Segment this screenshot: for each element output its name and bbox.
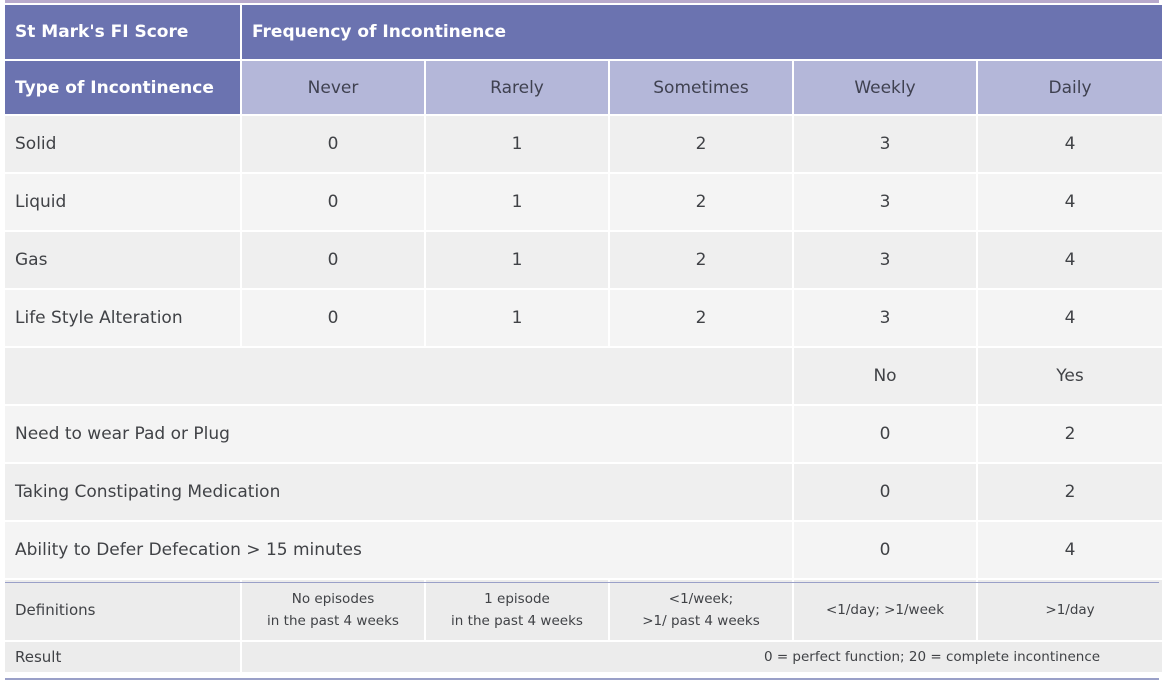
table-row [5, 522, 1162, 578]
definitions-divider [5, 582, 1159, 583]
score-cell: 0 [242, 174, 424, 230]
definition-sometimes [610, 580, 792, 640]
col-yes: Yes [978, 348, 1162, 404]
score-cell: 3 [794, 232, 976, 288]
fi-score-table [3, 3, 1162, 674]
table-row [5, 464, 1162, 520]
definition-line: in the past 4 weeks [451, 613, 583, 629]
score-cell: 2 [978, 406, 1162, 462]
score-cell: 4 [978, 522, 1162, 578]
score-cell: 4 [978, 232, 1162, 288]
table-subtitle: Frequency of Incontinence [242, 5, 1162, 59]
row-label: Liquid [5, 174, 240, 230]
col-no: No [794, 348, 976, 404]
score-cell: 3 [794, 116, 976, 172]
score-cell: 0 [794, 406, 976, 462]
definition-weekly: <1/day; >1/week [794, 580, 976, 640]
row-label: Ability to Defer Defecation > 15 minutes [5, 522, 792, 578]
score-cell: 4 [978, 174, 1162, 230]
col-weekly: Weekly [794, 61, 976, 114]
score-cell: 3 [794, 290, 976, 346]
table-row [5, 232, 1162, 288]
result-text: 0 = perfect function; 20 = complete incontinence [242, 642, 1162, 672]
score-cell: 2 [978, 464, 1162, 520]
row-label: Need to wear Pad or Plug [5, 406, 792, 462]
definition-daily: >1/day [978, 580, 1162, 640]
score-cell: 2 [610, 232, 792, 288]
definition-never [242, 580, 424, 640]
definition-line: No episodes [291, 591, 375, 607]
result-label: Result [5, 642, 240, 672]
result-row [5, 642, 1162, 672]
frequency-header-row [5, 61, 1162, 114]
score-cell: 2 [610, 174, 792, 230]
definition-line: in the past 4 weeks [267, 613, 399, 629]
table-row [5, 290, 1162, 346]
row-label: Taking Constipating Medication [5, 464, 792, 520]
definition-line: <1/week; [668, 591, 734, 607]
bottom-border [5, 678, 1159, 680]
col-daily: Daily [978, 61, 1162, 114]
table-row [5, 406, 1162, 462]
definition-line: 1 episode [484, 591, 550, 607]
col-never: Never [242, 61, 424, 114]
col-rarely: Rarely [426, 61, 608, 114]
blank-cell [5, 348, 792, 404]
score-cell: 0 [794, 464, 976, 520]
score-cell: 0 [242, 232, 424, 288]
definition-rarely [426, 580, 608, 640]
score-cell: 4 [978, 116, 1162, 172]
type-of-incontinence-label: Type of Incontinence [5, 61, 240, 114]
definition-line: >1/ past 4 weeks [642, 613, 760, 629]
score-cell: 1 [426, 232, 608, 288]
row-label: Solid [5, 116, 240, 172]
score-cell: 4 [978, 290, 1162, 346]
score-cell: 0 [242, 116, 424, 172]
score-cell: 3 [794, 174, 976, 230]
definitions-row [5, 580, 1162, 640]
definitions-label: Definitions [5, 580, 240, 640]
score-cell: 2 [610, 290, 792, 346]
title-row [5, 5, 1162, 59]
score-cell: 2 [610, 116, 792, 172]
score-cell: 1 [426, 116, 608, 172]
row-label: Gas [5, 232, 240, 288]
score-cell: 1 [426, 174, 608, 230]
table-row [5, 116, 1162, 172]
table-row [5, 174, 1162, 230]
yes-no-header-row [5, 348, 1162, 404]
col-sometimes: Sometimes [610, 61, 792, 114]
table-title: St Mark's FI Score [5, 5, 240, 59]
score-cell: 1 [426, 290, 608, 346]
row-label: Life Style Alteration [5, 290, 240, 346]
score-cell: 0 [794, 522, 976, 578]
score-cell: 0 [242, 290, 424, 346]
